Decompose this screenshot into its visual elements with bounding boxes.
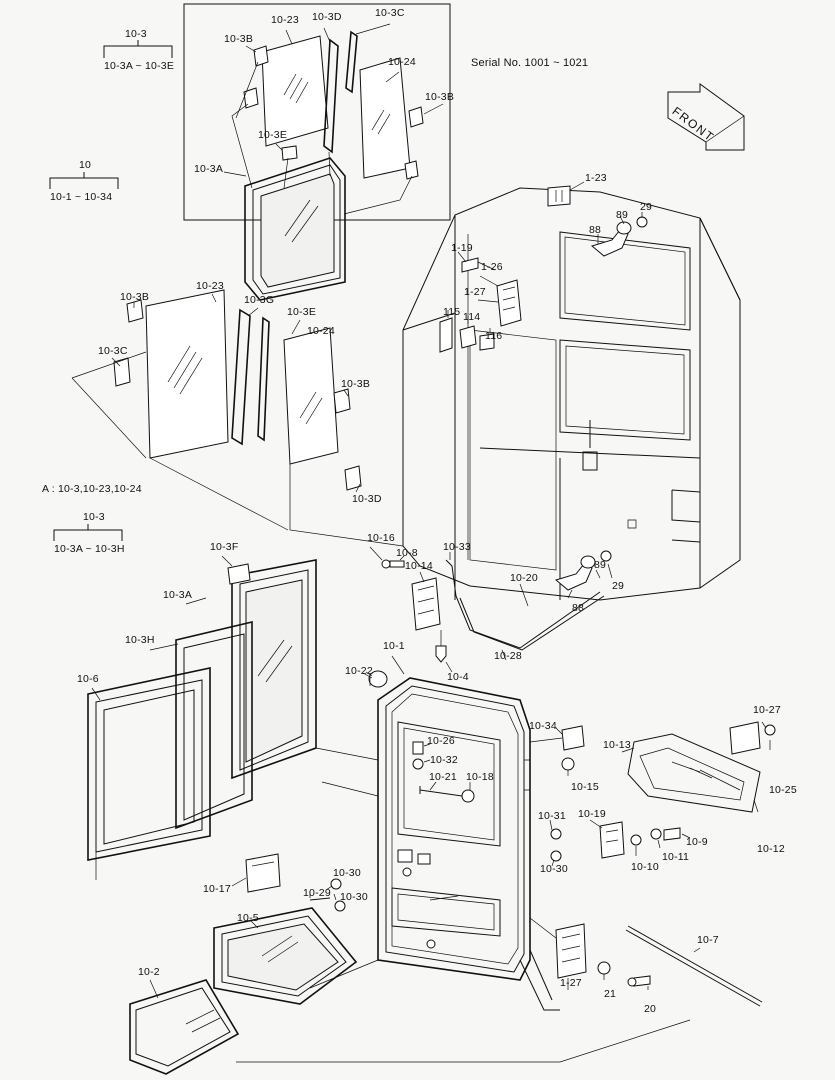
callout-10-3-top: 10-3 [125, 28, 147, 40]
callout-10-11: 10-11 [662, 851, 690, 863]
callout-10-1: 10-1 [383, 640, 405, 652]
callout-114: 114 [463, 311, 481, 323]
callout-10-5: 10-5 [237, 912, 259, 924]
callout-10-3a-2: 10-3A [163, 589, 193, 601]
callout-10-3a-1: 10-3A [194, 163, 224, 175]
callout-10: 10 [79, 159, 92, 171]
callout-10-3b-2: 10-3B [425, 91, 455, 103]
callout-10-3f: 10-3F [210, 541, 239, 553]
callout-10-12: 10-12 [757, 843, 785, 855]
note-group-a: A : 10-3,10-23,10-24 [42, 483, 142, 495]
callout-10-14: 10-14 [405, 560, 433, 572]
callout-range-10-3a-10-3e: 10-3A ~ 10-3E [104, 60, 175, 72]
callout-10-16: 10-16 [367, 532, 395, 544]
callout-10-3d-2: 10-3D [352, 493, 382, 505]
callout-10-31: 10-31 [538, 810, 566, 822]
callout-10-9: 10-9 [686, 836, 708, 848]
front-arrow-label: FRONT [669, 104, 717, 145]
callout-10-3e-2: 10-3E [287, 306, 317, 318]
callout-10-7: 10-7 [697, 934, 719, 946]
callout-1-23: 1-23 [585, 172, 607, 184]
callout-10-24-1: 10-24 [388, 56, 416, 68]
callout-10-6: 10-6 [77, 673, 99, 685]
callout-10-4: 10-4 [447, 671, 469, 683]
note-serial-number: Serial No. 1001 ~ 1021 [471, 57, 589, 69]
callout-10-3c-1: 10-3C [375, 7, 405, 19]
callout-10-3e-1: 10-3E [258, 129, 288, 141]
callout-10-15: 10-15 [571, 781, 599, 793]
callout-10-8: 10-8 [396, 547, 418, 559]
callout-10-23-1: 10-23 [271, 14, 299, 26]
callout-10-19: 10-19 [578, 808, 606, 820]
callout-10-23-2: 10-23 [196, 280, 224, 292]
callout-10-3-bottom: 10-3 [83, 511, 105, 523]
callout-1-27-top: 1-27 [464, 286, 486, 298]
callout-10-30-bottom-left: 10-30 [340, 891, 368, 903]
callout-10-3b-3: 10-3B [120, 291, 150, 303]
callout-range-10-1-10-34: 10-1 ~ 10-34 [50, 191, 113, 203]
callout-10-18: 10-18 [466, 771, 494, 783]
callout-10-10: 10-10 [631, 861, 659, 873]
callout-10-32: 10-32 [430, 754, 458, 766]
callout-10-24-2: 10-24 [307, 325, 335, 337]
callout-1-27-bottom: 1-27 [560, 977, 582, 989]
callout-10-3d-1: 10-3D [312, 11, 342, 23]
callout-10-30-top-left: 10-30 [333, 867, 361, 879]
callout-10-27: 10-27 [753, 704, 781, 716]
callout-1-26: 1-26 [481, 261, 503, 273]
callout-10-20: 10-20 [510, 572, 538, 584]
callout-10-34: 10-34 [529, 720, 557, 732]
callout-10-21: 10-21 [429, 771, 457, 783]
callout-10-29: 10-29 [303, 887, 331, 899]
callout-20: 20 [644, 1003, 657, 1015]
callout-10-33: 10-33 [443, 541, 471, 553]
callout-88-bottom: 88 [572, 602, 585, 614]
callout-10-3g: 10-3G [244, 294, 275, 306]
callout-10-3c-2: 10-3C [98, 345, 128, 357]
callout-10-30-right: 10-30 [540, 863, 568, 875]
callout-10-22: 10-22 [345, 665, 373, 677]
callout-1-19: 1-19 [451, 242, 473, 254]
callout-10-28: 10-28 [494, 650, 522, 662]
callout-10-25: 10-25 [769, 784, 797, 796]
callout-89-bottom: 89 [594, 559, 607, 571]
callout-116: 116 [485, 330, 503, 342]
callout-10-3h: 10-3H [125, 634, 155, 646]
callout-115: 115 [443, 306, 461, 318]
callout-89-top: 89 [616, 209, 629, 221]
callout-88-top: 88 [589, 224, 602, 236]
callout-10-26: 10-26 [427, 735, 455, 747]
callout-10-2: 10-2 [138, 966, 160, 978]
callout-10-3b-1: 10-3B [224, 33, 254, 45]
callout-29-bottom: 29 [612, 580, 625, 592]
callout-10-3b-4: 10-3B [341, 378, 371, 390]
callout-range-10-3a-10-3h: 10-3A ~ 10-3H [54, 543, 125, 555]
callout-10-17: 10-17 [203, 883, 231, 895]
callout-10-13: 10-13 [603, 739, 631, 751]
callout-29-top: 29 [640, 201, 653, 213]
callout-21: 21 [604, 988, 617, 1000]
